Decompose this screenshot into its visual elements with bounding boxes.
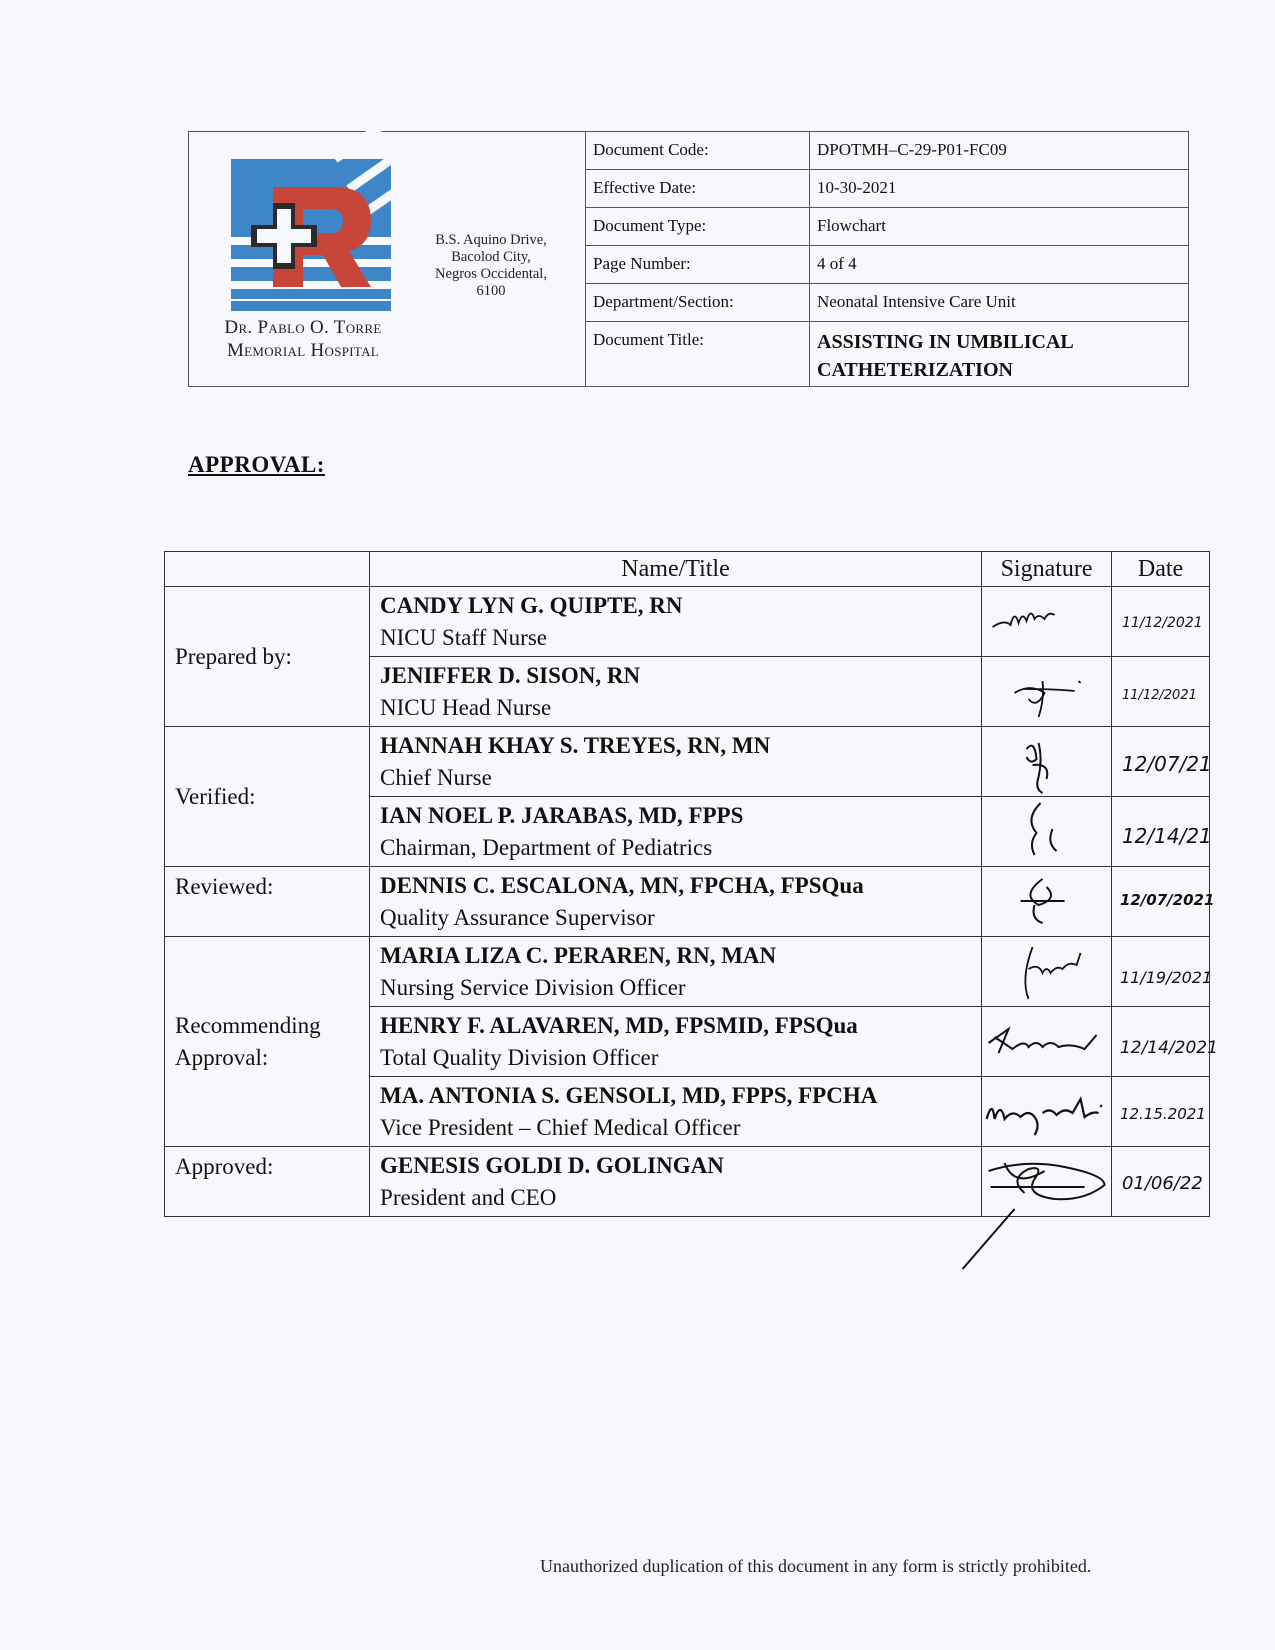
handwritten-date-icon: [1116, 799, 1212, 865]
date-text: 11/12/2021: [1122, 614, 1203, 631]
group-recommending-line2: Approval:: [175, 1044, 269, 1070]
signatory-name: HENRY F. ALAVAREN, MD, FPSMID, FPSQua: [380, 1013, 858, 1038]
signatory-name: IAN NOEL P. JARABAS, MD, FPPS: [380, 803, 744, 828]
header-blank: [165, 552, 370, 587]
signatory-name: GENESIS GOLDI D. GOLINGAN: [380, 1153, 724, 1178]
group-recommending-line1: Recommending: [175, 1012, 321, 1038]
meta-row-title: [586, 322, 1188, 386]
name-title-cell: [370, 937, 982, 1007]
name-title-cell: [370, 867, 982, 937]
address-line1: B.S. Aquino Drive,: [435, 232, 547, 248]
department: Neonatal Intensive Care Unit: [817, 292, 1016, 311]
handwritten-signature-icon: [982, 659, 1111, 725]
meta-row-effective-date: [586, 170, 1188, 208]
handwritten-signature-icon: [982, 1079, 1111, 1145]
date-text: 12/07/21: [1122, 751, 1212, 776]
handwritten-signature-icon: [982, 729, 1111, 795]
signatory-title: NICU Head Nurse: [380, 695, 552, 720]
date-text: 11/19/2021: [1120, 967, 1213, 987]
handwritten-date-icon: [1116, 659, 1205, 725]
signatory-title: Chief Nurse: [380, 765, 492, 790]
date-cell: [1112, 797, 1210, 867]
name-title-cell: [370, 797, 982, 867]
date-cell: [1112, 867, 1215, 937]
document-meta: [586, 132, 1188, 386]
date-cell: [1112, 937, 1213, 1007]
meta-label: Document Code:: [586, 132, 810, 169]
date-text: 12/14/21: [1122, 823, 1212, 848]
hospital-logo-icon: [231, 159, 391, 314]
name-title-cell: [370, 657, 982, 727]
document-type: Flowchart: [817, 216, 886, 235]
date-cell: [1112, 1147, 1210, 1217]
meta-row-type: [586, 208, 1188, 246]
signatory-title: President and CEO: [380, 1185, 557, 1210]
meta-label: Department/Section:: [586, 284, 810, 321]
handwritten-date-icon: [1116, 1009, 1219, 1075]
name-title-cell: [370, 587, 982, 657]
signatory-name: HANNAH KHAY S. TREYES, RN, MN: [380, 733, 771, 758]
signatory-title: NICU Staff Nurse: [380, 625, 547, 650]
table-header-row: [165, 552, 1210, 587]
header-name-title: Name/Title: [370, 552, 982, 587]
address-line3: Negros Occidental,: [435, 266, 547, 282]
group-prepared: Prepared by:: [165, 587, 370, 727]
name-title-cell: [370, 1147, 982, 1217]
date-cell: [1112, 727, 1210, 797]
approval-heading: APPROVAL:: [188, 452, 325, 477]
meta-label: Document Type:: [586, 208, 810, 245]
document-header: [188, 131, 1189, 387]
date-text: 01/06/22: [1122, 1172, 1203, 1194]
signature-cell: [982, 1077, 1112, 1147]
table-row: [165, 937, 1210, 1007]
signature-cell: [982, 1147, 1112, 1217]
signature-cell: [982, 937, 1112, 1007]
handwritten-signature-icon: [982, 869, 1111, 935]
signatory-name: JENIFFER D. SISON, RN: [380, 663, 641, 688]
footer-notice: Unauthorized duplication of this document in any form is strictly prohibited.: [540, 1556, 1092, 1576]
table-row: [165, 727, 1210, 797]
date-cell: [1112, 1007, 1219, 1077]
document-code: DPOTMH–C-29-P01-FC09: [817, 140, 1007, 159]
hospital-address: [417, 232, 565, 300]
hospital-info: [189, 132, 586, 386]
meta-row-department: [586, 284, 1188, 322]
signatory-title: Nursing Service Division Officer: [380, 975, 686, 1000]
meta-label: Page Number:: [586, 246, 810, 283]
table-row: [165, 587, 1210, 657]
handwritten-date-icon: [1116, 1079, 1205, 1145]
signature-cell: [982, 587, 1112, 657]
date-cell: [1112, 1077, 1210, 1147]
signature-cell: [982, 1007, 1112, 1077]
signatory-name: MA. ANTONIA S. GENSOLI, MD, FPPS, FPCHA: [380, 1083, 878, 1108]
handwritten-signature-icon: [982, 799, 1111, 865]
handwritten-date-icon: [1116, 729, 1212, 795]
meta-label: Effective Date:: [586, 170, 810, 207]
signature-cell: [982, 657, 1112, 727]
address-line2: Bacolod City,: [451, 249, 531, 265]
handwritten-date-icon: [1116, 869, 1215, 935]
hospital-name-line1: Dr. Pablo O. Torre: [224, 317, 382, 338]
group-reviewed: Reviewed:: [165, 867, 370, 937]
name-title-cell: [370, 1077, 982, 1147]
hospital-name: [205, 316, 401, 362]
signatory-name: CANDY LYN G. QUIPTE, RN: [380, 593, 683, 618]
meta-row-page: [586, 246, 1188, 284]
page-number: 4 of 4: [817, 254, 857, 273]
date-text: 12/07/2021: [1120, 890, 1215, 909]
name-title-cell: [370, 727, 982, 797]
signature-cell: [982, 867, 1112, 937]
table-row: [165, 1147, 1210, 1217]
address-line4: 6100: [476, 283, 506, 299]
signatory-title: Chairman, Department of Pediatrics: [380, 835, 713, 860]
handwritten-signature-icon: [982, 1009, 1111, 1075]
signature-cell: [982, 797, 1112, 867]
date-text: 12.15.2021: [1120, 1104, 1206, 1123]
document-title: ASSISTING IN UMBILICAL CATHETERIZATION: [817, 331, 1073, 381]
signatory-title: Vice President – Chief Medical Officer: [380, 1115, 741, 1140]
handwritten-date-icon: [1116, 1149, 1205, 1215]
date-cell: [1112, 587, 1210, 657]
date-cell: [1112, 657, 1210, 727]
handwritten-signature-icon: [982, 1149, 1111, 1215]
name-title-cell: [370, 1007, 982, 1077]
handwritten-date-icon: [1116, 939, 1213, 1005]
approval-table: [164, 551, 1219, 1217]
group-verified: Verified:: [165, 727, 370, 867]
signatory-name: DENNIS C. ESCALONA, MN, FPCHA, FPSQua: [380, 873, 864, 898]
handwritten-date-icon: [1116, 589, 1205, 655]
hospital-name-line2: Memorial Hospital: [226, 340, 380, 361]
handwritten-signature-icon: [982, 939, 1111, 1005]
table-row: [165, 867, 1210, 937]
signatory-title: Total Quality Division Officer: [380, 1045, 659, 1070]
signatory-title: Quality Assurance Supervisor: [380, 905, 655, 930]
group-approved: Approved:: [165, 1147, 370, 1217]
group-recommending: [165, 937, 370, 1147]
signature-cell: [982, 727, 1112, 797]
signatory-name: MARIA LIZA C. PERAREN, RN, MAN: [380, 943, 777, 968]
date-text: 12/14/2021: [1120, 1037, 1219, 1058]
effective-date: 10-30-2021: [817, 178, 897, 197]
meta-label: Document Title:: [586, 322, 810, 386]
header-signature: Signature: [982, 552, 1112, 587]
meta-row-code: [586, 132, 1188, 170]
handwritten-signature-icon: [982, 589, 1111, 655]
date-text: 11/12/2021: [1122, 687, 1197, 703]
header-date: Date: [1112, 552, 1210, 587]
